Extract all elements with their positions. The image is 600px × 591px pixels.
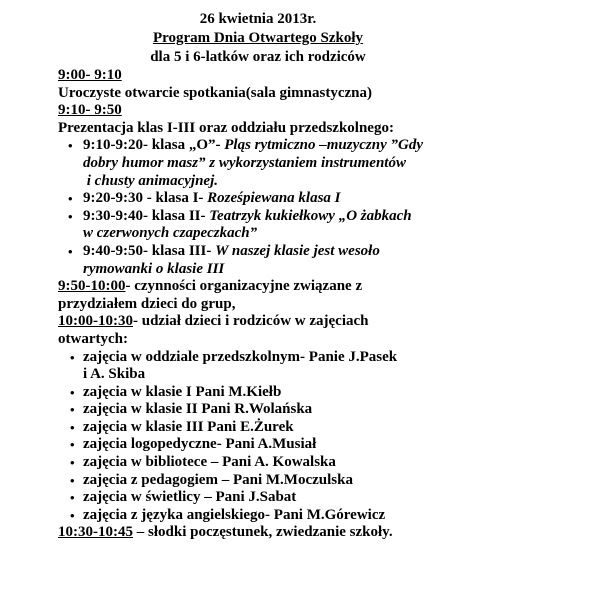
item-text: zajęcia w oddziale przedszkolnym- Panie J.Pasek bbox=[83, 348, 398, 365]
item-text: zajęcia w bibliotece – Pani A. Kowalska bbox=[83, 454, 336, 471]
item-text: zajęcia logopedyczne- Pani A.Musiał bbox=[83, 436, 317, 453]
item-title-continued: rymowanki o klasie III bbox=[83, 260, 225, 277]
time-slot-5: 10:30-10:45 bbox=[58, 524, 133, 541]
time-slot-2: 9:10- 9:50 bbox=[58, 102, 122, 119]
bullet-icon: • bbox=[70, 455, 75, 471]
list-item bbox=[58, 472, 578, 490]
item-title: Pląs rytmiczno –muzyczny ”Gdy bbox=[224, 137, 423, 154]
bullet-icon: • bbox=[70, 419, 75, 435]
bullet-icon: • bbox=[70, 402, 75, 418]
item-text-continued: i A. Skiba bbox=[83, 366, 146, 383]
item-title-continued: dobry humor masz” z wykorzystaniem instrumentów bbox=[83, 154, 406, 171]
list-item bbox=[58, 401, 578, 419]
list-item bbox=[58, 190, 578, 208]
program-document bbox=[58, 10, 578, 542]
list-item bbox=[58, 384, 578, 402]
list-item bbox=[58, 243, 578, 278]
item-title: Teatrzyk kukiełkowy „O żabkach bbox=[209, 207, 412, 224]
bullet-icon: • bbox=[70, 507, 75, 523]
item-text: zajęcia z języka angielskiego- Pani M.Górewicz bbox=[83, 506, 386, 523]
bullet-icon: • bbox=[68, 243, 73, 259]
bullet-icon: • bbox=[68, 138, 73, 154]
presentation-list bbox=[58, 137, 578, 278]
item-text: zajęcia w klasie III Pani E.Żurek bbox=[83, 418, 294, 435]
list-item bbox=[58, 436, 578, 454]
time-slot-1: 9:00- 9:10 bbox=[58, 67, 122, 83]
item-text: zajęcia z pedagogiem – Pani M.Moczulska bbox=[83, 471, 353, 488]
time-slot-3: 9:50-10:00 bbox=[58, 278, 126, 295]
item-lead: 9:10-9:20- klasa „O”- bbox=[83, 137, 225, 154]
list-item bbox=[58, 454, 578, 472]
item-lead: 9:40-9:50- klasa III- bbox=[83, 242, 216, 259]
document-title: Program Dnia Otwartego Szkoły bbox=[152, 30, 364, 46]
item-title: W naszej klasie jest wesoło bbox=[215, 242, 380, 259]
bullet-icon: • bbox=[70, 472, 75, 488]
list-item bbox=[58, 137, 578, 190]
item-title: Roześpiewana klasa I bbox=[207, 190, 341, 207]
list-item bbox=[58, 349, 578, 384]
slot-5-description: – słodki poczęstunek, zwiedzanie szkoły. bbox=[133, 524, 393, 541]
bullet-icon: • bbox=[70, 349, 75, 365]
slot-4-description: - udział dzieci i rodziców w zajęciach bbox=[133, 313, 369, 330]
item-title-continued: w czerwonych czapeczkach” bbox=[83, 225, 258, 242]
item-lead: 9:20-9:30 - klasa I- bbox=[83, 190, 208, 207]
list-item bbox=[58, 507, 578, 525]
slot-1-description: Uroczyste otwarcie spotkania(sala gimnastyczna) bbox=[58, 84, 372, 101]
slot-3-description: - czynności organizacyjne związane z bbox=[125, 278, 363, 295]
bullet-icon: • bbox=[68, 208, 73, 224]
document-subtitle: dla 5 i 6-latków oraz ich rodziców bbox=[150, 49, 366, 65]
classes-list bbox=[58, 349, 578, 525]
item-lead: 9:30-9:40- klasa II- bbox=[83, 207, 210, 224]
slot-4-description-continued: otwartych: bbox=[58, 330, 128, 347]
document-header bbox=[58, 10, 458, 67]
list-item bbox=[58, 208, 578, 243]
list-item bbox=[58, 489, 578, 507]
time-slot-4: 10:00-10:30 bbox=[58, 313, 133, 330]
bullet-icon: • bbox=[70, 490, 75, 506]
bullet-icon: • bbox=[68, 191, 73, 207]
list-item bbox=[58, 419, 578, 437]
slot-3-description-continued: przydziałem dzieci do grup, bbox=[58, 295, 236, 312]
item-text: zajęcia w świetlicy – Pani J.Sabat bbox=[83, 489, 297, 506]
item-text: zajęcia w klasie II Pani R.Wolańska bbox=[83, 401, 313, 418]
event-date: 26 kwietnia 2013r. bbox=[199, 11, 317, 27]
bullet-icon: • bbox=[70, 437, 75, 453]
slot-2-description: Prezentacja klas I-III oraz oddziału przedszkolnego: bbox=[58, 119, 394, 136]
bullet-icon: • bbox=[70, 384, 75, 400]
item-title-continued: i chusty animacyjnej. bbox=[83, 172, 218, 189]
item-text: zajęcia w klasie I Pani M.Kiełb bbox=[83, 383, 282, 400]
